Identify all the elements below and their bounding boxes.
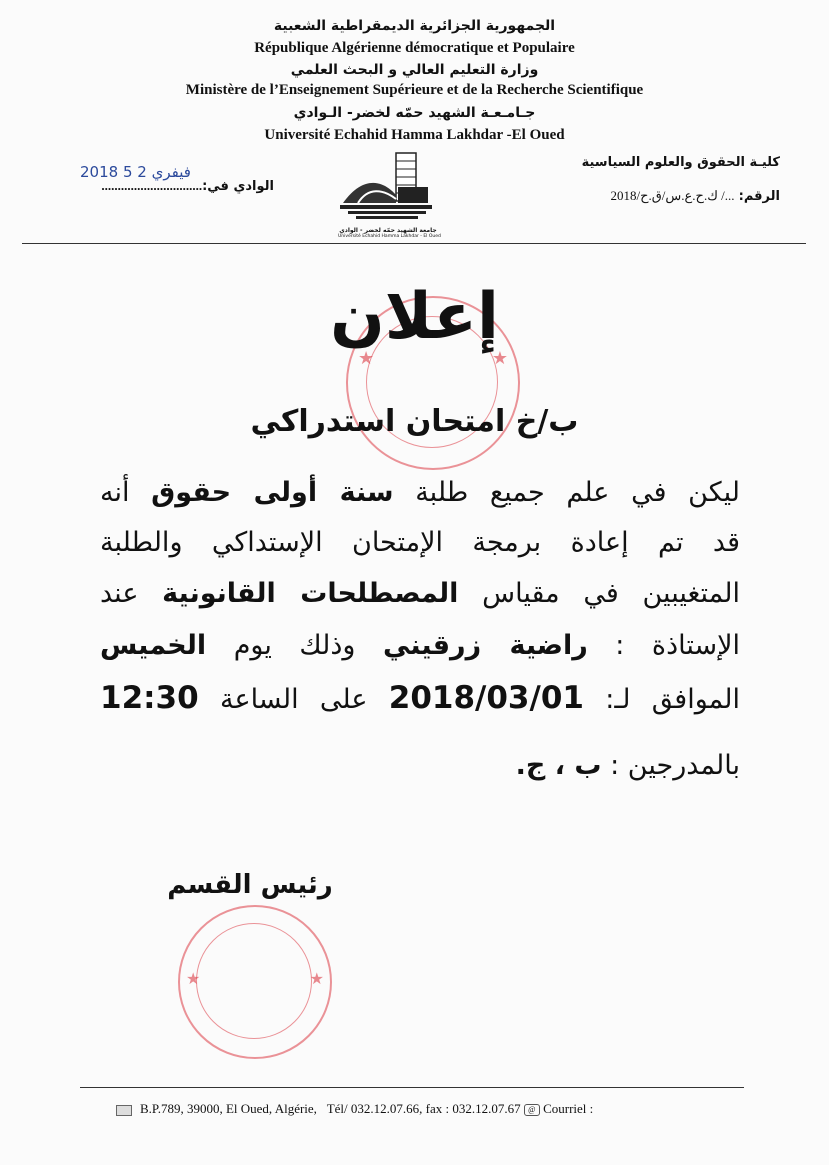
reference-line bbox=[540, 188, 780, 204]
body-line-1 bbox=[100, 477, 740, 508]
body-line-2: قد تم إعادة برمجة الإمتحان الإستداكي والطلبة bbox=[100, 527, 740, 558]
announcement-title: إعلان bbox=[330, 280, 499, 354]
footer bbox=[116, 1101, 593, 1117]
body-l4-b: راضية زرقيني bbox=[383, 630, 588, 661]
body-l4-d: الخميس bbox=[100, 630, 207, 661]
logo-ar-text: جامعة الشهيد حمّه لخضر - الوادي bbox=[339, 227, 437, 234]
logo-fr-text: Université Echahid Hamma Lakhdar - El Oued bbox=[338, 234, 441, 239]
header-fr-republic: République Algérienne démocratique et Populaire bbox=[254, 40, 575, 56]
body-l3-a: المتغيبين في مقياس bbox=[458, 578, 740, 609]
body-l4-c: وذلك يوم bbox=[206, 630, 383, 661]
body-l1-a: ليكن في علم جميع طلبة bbox=[393, 477, 740, 508]
body-line-3 bbox=[100, 578, 740, 609]
header-fr-ministry: Ministère de l’Enseignement Supérieure et de la Recherche Scientifique bbox=[185, 82, 644, 98]
date-dots: ............................... bbox=[101, 178, 203, 193]
ref-value: .../ ك.ح.ع.س/ق.ح/2018 bbox=[610, 188, 735, 203]
university-logo-icon bbox=[338, 145, 441, 239]
announcement-subtitle: ب/خ امتحان استدراكي bbox=[250, 404, 579, 439]
body-l5-time: 12:30 bbox=[100, 680, 199, 716]
at-icon: @ bbox=[524, 1104, 540, 1116]
body-l6-b: ب ، ج. bbox=[515, 750, 602, 781]
footer-email-label: Courriel : bbox=[543, 1101, 594, 1116]
body-l3-c: عند bbox=[100, 578, 163, 609]
body-l1-c: أنه bbox=[100, 477, 152, 508]
body-l5-date: 2018/03/01 bbox=[388, 680, 584, 716]
official-stamp: ★ ★ bbox=[346, 296, 520, 470]
footer-phone: Tél/ 032.12.07.66, fax : 032.12.07.67 bbox=[326, 1101, 521, 1116]
body-l1-b: سنة أولى حقوق bbox=[151, 477, 394, 508]
header-ar-ministry: وزارة التعليم العالي و البحث العلمي bbox=[290, 62, 539, 78]
envelope-icon bbox=[116, 1105, 132, 1116]
handwritten-date: 2018 فيفري 2 5 bbox=[80, 163, 191, 181]
footer-divider bbox=[80, 1087, 744, 1088]
header-fr-university: Université Echahid Hamma Lakhdar -El Oued bbox=[264, 127, 565, 143]
body-line-6 bbox=[100, 750, 740, 781]
body-l4-a: الإستاذة : bbox=[587, 630, 740, 661]
place-label: الوادي في: bbox=[202, 179, 274, 194]
place-date-line bbox=[64, 178, 274, 194]
footer-address: B.P.789, 39000, El Oued, Algérie, bbox=[140, 1101, 317, 1116]
signature-title: رئيس القسم bbox=[167, 870, 333, 900]
header-divider bbox=[22, 243, 806, 244]
body-l5-c: على الساعة bbox=[198, 684, 389, 715]
body-line-5 bbox=[100, 680, 740, 716]
body-line-4 bbox=[100, 630, 740, 661]
body-l6-a: بالمدرجين : bbox=[601, 750, 740, 781]
ref-label: الرقم: bbox=[738, 189, 780, 204]
body-l3-b: المصطلحات القانونية bbox=[162, 578, 459, 609]
body-l5-a: الموافق لـ: bbox=[583, 684, 740, 715]
signature-stamp: ★ ★ bbox=[178, 905, 332, 1059]
faculty-name: كليـة الحقوق والعلوم السياسية bbox=[581, 155, 780, 170]
header-ar-university: جـامـعـة الشهيد حمّه لخضر- الـوادي bbox=[293, 105, 536, 121]
header-ar-republic: الجمهورية الجزائرية الديمقراطية الشعبية bbox=[273, 18, 556, 34]
